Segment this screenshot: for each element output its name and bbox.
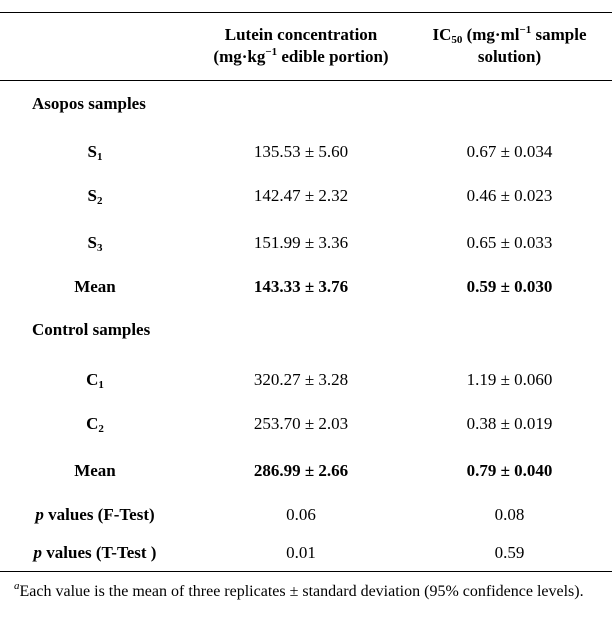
top-rule [0, 12, 612, 13]
footnote-marker: a [14, 580, 20, 592]
row-s2-lutein: 142.47 ± 2.32 [253, 186, 349, 205]
row-c2-lutein: 253.70 ± 2.03 [253, 414, 349, 433]
header-lutein [190, 24, 412, 68]
section-control: Control samples [32, 320, 151, 339]
header-ic50-tail: sample [531, 25, 587, 44]
row-label-f-test-p: p [35, 505, 44, 524]
row-s2-ic50: 0.46 ± 0.023 [466, 186, 553, 205]
row-label-s1-letter: S [87, 142, 97, 161]
row-label-s2-letter: S [87, 186, 97, 205]
row-label-f-test [0, 505, 190, 525]
header-ic50-sup: −1 [519, 24, 532, 36]
row-label-s1-sub: 1 [96, 151, 103, 163]
footnote-text: Each value is the mean of three replicates ± standard deviation (95% confidence levels). [19, 583, 584, 600]
header-lutein-line2 [190, 46, 412, 68]
row-f-test-ic50: 0.08 [494, 505, 525, 524]
row-label-c2-letter: C [86, 414, 99, 433]
header-ic50-line1 [412, 24, 607, 46]
header-ic50-unit: (mg·ml [462, 25, 520, 44]
row-mean-asopos-ic50: 0.59 ± 0.030 [466, 277, 553, 296]
row-mean-control-lutein: 286.99 ± 2.66 [253, 461, 349, 480]
row-label-s2 [0, 186, 190, 206]
row-label-c1-sub: 1 [98, 379, 104, 391]
row-label-c1 [0, 370, 190, 390]
row-s1-lutein: 135.53 ± 5.60 [253, 142, 349, 161]
row-label-f-test-rest: values (F-Test) [43, 505, 155, 524]
row-label-s3-sub: 3 [96, 242, 103, 254]
row-label-t-test-rest: values (T-Test ) [42, 543, 157, 562]
row-t-test-ic50: 0.59 [494, 543, 525, 562]
row-mean-asopos-lutein: 143.33 ± 3.76 [253, 277, 349, 296]
header-lutein-tail: edible portion) [277, 47, 389, 66]
header-lutein-unit: (mg·kg [213, 47, 266, 66]
header-rule [0, 80, 612, 81]
row-label-c1-letter: C [86, 370, 99, 389]
section-asopos: Asopos samples [32, 94, 146, 113]
row-s3-ic50: 0.65 ± 0.033 [466, 233, 553, 252]
header-ic50-sub: 50 [451, 34, 463, 46]
row-label-c2 [0, 414, 190, 434]
row-mean-control-ic50: 0.79 ± 0.040 [466, 461, 553, 480]
row-label-s2-sub: 2 [96, 195, 103, 207]
header-ic50 [412, 24, 607, 68]
row-s3-lutein: 151.99 ± 3.36 [253, 233, 349, 252]
row-label-s3 [0, 233, 190, 253]
row-label-t-test [0, 543, 190, 563]
row-label-s3-letter: S [87, 233, 97, 252]
row-label-mean-asopos: Mean [74, 277, 116, 296]
row-c1-lutein: 320.27 ± 3.28 [253, 370, 349, 389]
row-label-t-test-p: p [33, 543, 43, 562]
row-label-mean-control: Mean [74, 461, 116, 480]
row-t-test-lutein: 0.01 [286, 543, 316, 562]
row-f-test-lutein: 0.06 [286, 505, 316, 524]
bottom-rule [0, 571, 612, 572]
row-label-s1 [0, 142, 190, 162]
row-c2-ic50: 0.38 ± 0.019 [466, 414, 553, 433]
footnote [14, 580, 602, 603]
row-s1-ic50: 0.67 ± 0.034 [466, 142, 553, 161]
header-ic50-ic: IC [432, 25, 452, 44]
header-lutein-sup: −1 [265, 46, 278, 58]
header-ic50-line2: solution) [477, 47, 542, 66]
header-lutein-line1: Lutein concentration [224, 25, 378, 44]
row-c1-ic50: 1.19 ± 0.060 [466, 370, 553, 389]
row-label-c2-sub: 2 [98, 423, 104, 435]
